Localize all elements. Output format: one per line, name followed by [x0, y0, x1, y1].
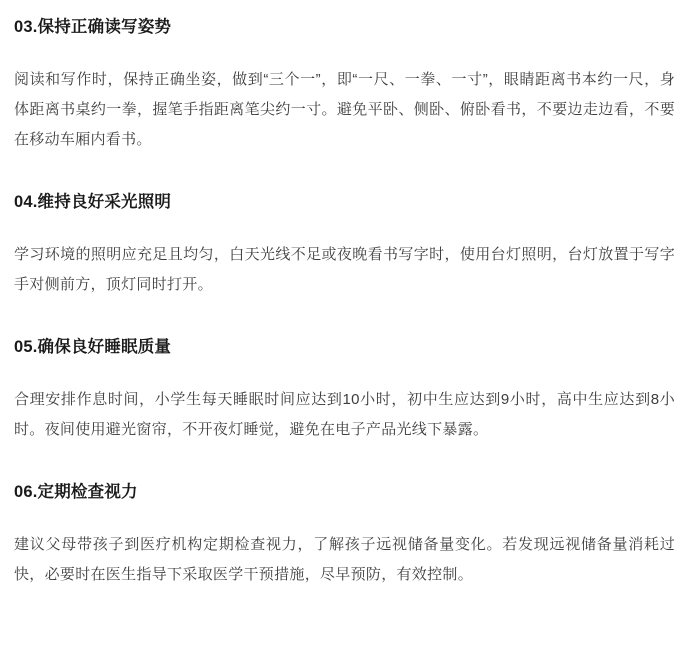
- section-04: [14, 191, 675, 300]
- section-06-heading: 06.定期检查视力: [14, 483, 138, 502]
- section-05-body: 合理安排作息时间，小学生每天睡眠时间应达到10小时，初中生应达到9小时，高中生应达到8小时。夜间使用避光窗帘，不开夜灯睡觉，避免在电子产品光线下暴露。: [14, 391, 675, 439]
- section-05-heading: 05.确保良好睡眠质量: [14, 338, 172, 357]
- section-04-heading: 04.维持良好采光照明: [14, 193, 172, 212]
- section-06: [14, 481, 675, 590]
- section-05: [14, 336, 675, 445]
- section-03: [14, 16, 675, 155]
- section-03-body: 阅读和写作时，保持正确坐姿，做到“三个一”，即“一尺、一拳、一寸”，眼睛距离书本约一尺，身体距离书桌约一拳，握笔手指距离笔尖约一寸。避免平卧、侧卧、俯卧看书，不要边走边看，不要在移动车厢内看书。: [14, 71, 675, 149]
- section-03-heading: 03.保持正确读写姿势: [14, 18, 172, 36]
- section-06-body: 建议父母带孩子到医疗机构定期检查视力，了解孩子远视储备量变化。若发现远视储备量消耗过快，必要时在医生指导下采取医学干预措施，尽早预防，有效控制。: [14, 536, 675, 584]
- section-04-body: 学习环境的照明应充足且均匀，白天光线不足或夜晚看书写字时，使用台灯照明，台灯放置于写字手对侧前方，顶灯同时打开。: [14, 246, 675, 294]
